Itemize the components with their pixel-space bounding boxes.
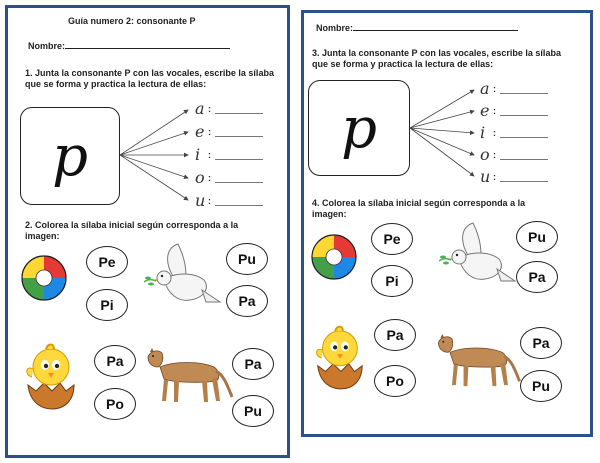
beach-ball-icon [310, 233, 358, 281]
consonant-box: p [308, 80, 410, 176]
colon: : [208, 150, 211, 160]
answer-line[interactable] [215, 113, 263, 114]
colon: : [493, 106, 496, 116]
vowel-i: i [480, 123, 486, 142]
syllable-option[interactable]: Pe [371, 223, 413, 255]
syllable-option[interactable]: Pa [226, 285, 268, 317]
question-1: 1. Junta la consonante P con las vocales, escribe la sílaba que se forma y practica la lectura de ellas: [25, 68, 274, 89]
syllable-option[interactable]: Po [374, 365, 416, 397]
name-label: Nombre: [316, 23, 354, 33]
answer-line[interactable] [500, 159, 548, 160]
dove-icon [439, 221, 519, 289]
vowel-u: u [480, 167, 491, 186]
syllable-option[interactable]: Pu [232, 395, 274, 427]
answer-line[interactable] [215, 182, 263, 183]
consonant-box: p [20, 107, 120, 205]
syllable-option[interactable]: Pa [94, 345, 136, 377]
syllable-option[interactable]: Po [94, 388, 136, 420]
vowel-a: a [480, 79, 490, 98]
syllable-option[interactable]: Pu [516, 221, 558, 253]
vowel-u: u [195, 191, 206, 210]
syllable-option[interactable]: Pa [520, 327, 562, 359]
answer-line[interactable] [215, 205, 263, 206]
answer-line[interactable] [215, 159, 263, 160]
syllable-option[interactable]: Pu [226, 243, 268, 275]
worksheet-title: Guía numero 2: consonante P [68, 16, 196, 26]
syllable-option[interactable]: Pe [86, 246, 128, 278]
answer-line[interactable] [215, 136, 263, 137]
syllable-option[interactable]: Pi [371, 265, 413, 297]
question-4: 4. Colorea la sílaba inicial según corresponda a la imagen: [312, 198, 526, 219]
puma-icon [144, 347, 236, 405]
syllable-option[interactable]: Pa [374, 319, 416, 351]
chick-icon [20, 341, 80, 411]
worksheet-right [301, 10, 593, 437]
dove-icon [144, 242, 224, 310]
colon: : [493, 150, 496, 160]
question-3: 3. Junta la consonante P con las vocales, escribe la sílaba que se forma y practica la lectura de ellas: [312, 48, 561, 69]
syllable-option[interactable]: Pi [86, 289, 128, 321]
worksheet-left [5, 5, 290, 458]
colon: : [493, 128, 496, 138]
syllable-option[interactable]: Pa [516, 261, 558, 293]
answer-line[interactable] [500, 137, 548, 138]
puma-icon [434, 333, 524, 389]
chick-icon [310, 323, 368, 391]
colon: : [493, 172, 496, 182]
syllable-option[interactable]: Pu [520, 370, 562, 402]
colon: : [208, 196, 211, 206]
vowel-e: e [195, 122, 205, 141]
vowel-o: o [195, 168, 205, 187]
colon: : [208, 173, 211, 183]
colon: : [493, 84, 496, 94]
beach-ball-icon [20, 254, 68, 302]
answer-line[interactable] [500, 181, 548, 182]
vowel-o: o [480, 145, 490, 164]
question-2: 2. Colorea la sílaba inicial según corresponda a la imagen: [25, 220, 239, 241]
vowel-a: a [195, 99, 205, 118]
vowel-e: e [480, 101, 490, 120]
answer-line[interactable] [500, 93, 548, 94]
colon: : [208, 104, 211, 114]
name-label: Nombre: [28, 41, 66, 51]
syllable-option[interactable]: Pa [232, 348, 274, 380]
answer-line[interactable] [500, 115, 548, 116]
vowel-i: i [195, 145, 201, 164]
colon: : [208, 127, 211, 137]
